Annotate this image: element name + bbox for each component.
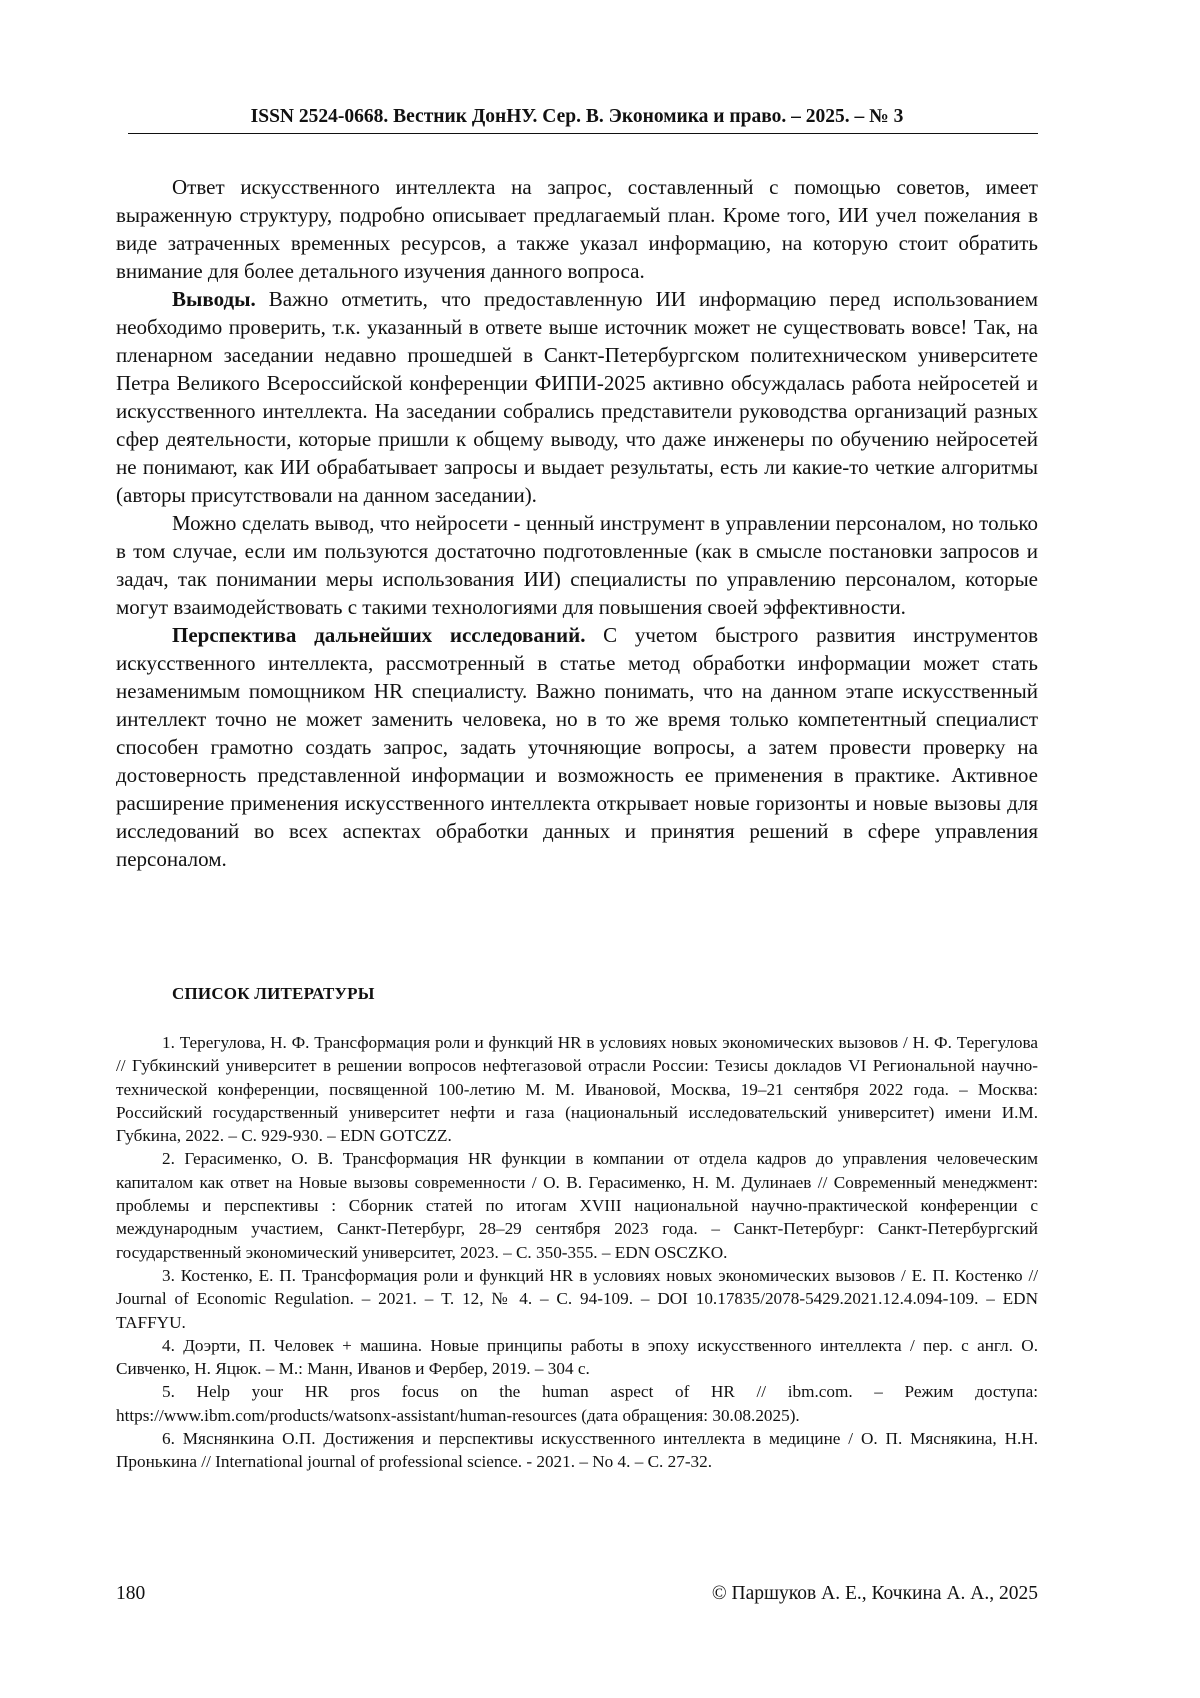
paragraph-summary: Можно сделать вывод, что нейросети - ценный инструмент в управлении персоналом, но только в том случае, если им пользуются достаточно подготовленные (как в смысле постановки запросов и задач, так понимании меры использования ИИ) специалисты по управлению персоналом, которые могут взаимодействовать с такими технологиями для повышения своей эффективности. [116,511,1038,619]
reference-item: 2. Герасименко, О. В. Трансформация HR функции в компании от отдела кадров до управления человеческим капиталом как ответ на Новые вызовы современности / О. В. Герасименко, Н. М. Дулинаев // Современный менеджмент: проблемы и перспективы : Сборник статей по итогам XVIII национальной научно-практической конференции с международным участием, Санкт-Петербург, 28–29 сентября 2023 года. – Санкт-Петербург: Санкт-Петербургский государственный экономический университет, 2023. – С. 350-355. – EDN OSCZKO. [116,1149,1038,1262]
paragraph-conclusions [116,285,1038,509]
paragraph-ai-answer: Ответ искусственного интеллекта на запрос, составленный с помощью советов, имеет выраженную структуру, подробно описывает предлагаемый план. Кроме того, ИИ учел пожелания в виде затраченных временных ресурсов, а также указал информацию, на которую стоит обратить внимание для более детального изучения данного вопроса. [116,175,1038,283]
future-research-heading: Перспектива дальнейших исследований. [172,623,586,647]
page-number: 180 [116,1583,146,1604]
reference-item: 3. Костенко, Е. П. Трансформация роли и функций HR в условиях новых экономических вызовов / Е. П. Костенко // Journal of Economic Regulation. – 2021. – Т. 12, № 4. – С. 94-109. – DOI 10.17835/2078-5429.2021.12.4.094-109. – EDN TAFFYU. [116,1265,1038,1332]
reference-item: 5. Help your HR pros focus on the human aspect of HR // ibm.com. – Режим доступа: https://www.ibm.com/products/watsonx-assistant/human-resources (дата обращения: 30.08.2025). [116,1382,1038,1425]
copyright: © Паршуков А. Е., Кочкина А. А., 2025 [711,1583,1038,1604]
header-divider [128,133,1038,134]
references-title: СПИСОК ЛИТЕРАТУРЫ [172,984,375,1003]
paragraph-future-research [116,621,1038,873]
reference-item: 6. Мяснянкина О.П. Достижения и перспективы искусственного интеллекта в медицине / О. П. Мяснякина, Н.Н. Пронькина // International journal of professional science. - 2021. – No 4. – С. 27-32. [116,1429,1038,1472]
reference-item: 4. Доэрти, П. Человек + машина. Новые принципы работы в эпоху искусственного интеллекта / пер. с англ. О. Сивченко, Н. Яцюк. – М.: Манн, Иванов и Фербер, 2019. – 304 с. [116,1335,1038,1379]
future-research-text: С учетом быстрого развития инструментов искусственного интеллекта, рассмотренный в статье метод обработки информации может стать незаменимым помощником HR специалисту. Важно понимать, что на данном этапе искусственный интеллект точно не может заменить человека, но в то же время только компетентный специалист способен грамотно создать запрос, задать уточняющие вопросы, а затем провести проверку на достоверность представленной информации и возможность ее применения в практике. Активное расширение применения искусственного интеллекта открывает новые горизонты и новые вызовы для исследований во всех аспектах обработки данных и принятия решений в сфере управления персоналом. [116,623,1038,871]
conclusions-text: Важно отметить, что предоставленную ИИ информацию перед использованием необходимо проверить, т.к. указанный в ответе выше источник может не существовать вовсе! Так, на пленарном заседании недавно прошедшей в Санкт-Петербургском политехническом университете Петра Великого Всероссийской конференции ФИПИ-2025 активно обсуждалась работа нейросетей и искусственного интеллекта. На заседании собрались представители руководства организаций разных сфер деятельности, которые пришли к общему выводу, что даже инженеры по обучению нейросетей не понимают, как ИИ обрабатывает запросы и выдает результаты, есть ли какие-то четкие алгоритмы (авторы присутствовали на данном заседании). [116,287,1038,507]
page [116,96,1038,1656]
references-list [116,1031,1038,1474]
reference-item: 1. Терегулова, Н. Ф. Трансформация роли и функций HR в условиях новых экономических вызовов / Н. Ф. Терегулова // Губкинский университет в решении вопросов нефтегазовой отрасли России: Тезисы докладов VI Региональной научно-технической конференции, посвященной 100-летию М. М. Ивановой, Москва, 19–21 сентября 2022 года. – Москва: Российский государственный университет нефти и газа (национальный исследовательский университет) имени И.М. Губкина, 2022. – С. 929-930. – EDN GOTCZZ. [116,1033,1038,1146]
running-header: ISSN 2524-0668. Вестник ДонНУ. Сер. В. Экономика и право. – 2025. – № 3 [250,106,904,127]
conclusions-heading: Выводы. [172,287,256,311]
article-body [116,173,1038,873]
